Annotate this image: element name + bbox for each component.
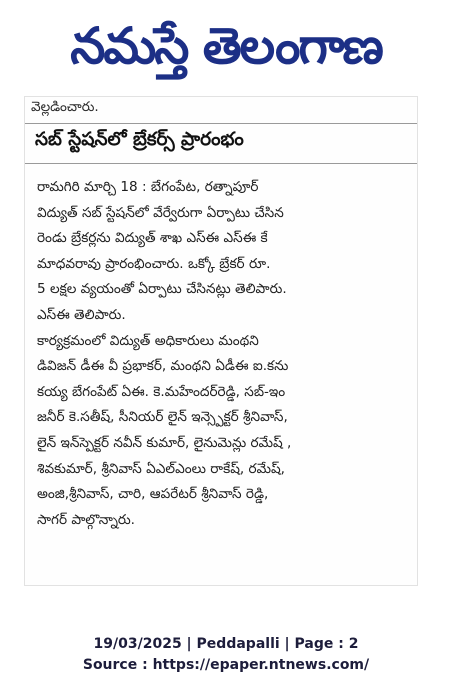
article-line: జనీర్ కె.సతీష్, సీనియర్ లైన్ ఇన్స్పెక్టర్ శ్రీనివాస్, — [37, 409, 288, 426]
newspaper-logo: నమస్తే తెలంగాణ — [70, 17, 382, 75]
article-line: అంజి,శ్రీనివాస్, చారి, ఆపరేటర్ శ్రీనివాస్ రెడ్డి, — [37, 486, 269, 503]
article-line: విద్యుత్ సబ్ స్టేషన్‌లో వేర్వేరుగా ఏర్పాటు చేసిన — [37, 204, 284, 221]
article-line: 5 లక్షల వ్యయంతో ఏర్పాటు చేసినట్లు తెలిపారు. — [37, 281, 287, 298]
divider-below-headline — [25, 163, 417, 164]
previous-article-tail: వెల్లడించారు. — [31, 99, 99, 115]
divider-top — [25, 123, 417, 124]
article-line: సాగర్ పాల్గొన్నారు. — [37, 511, 135, 528]
article-clipping — [24, 96, 418, 586]
article-line: రామగిరి మార్చి 18 : బేగంపేట, రత్నాపూర్ — [37, 179, 259, 195]
source-url-line: Source : https://epaper.ntnews.com/ — [82, 657, 370, 673]
article-line: ఎస్ఈ తెలిపారు. — [37, 306, 126, 323]
article-headline: సబ్ స్టేషన్‌లో బ్రేకర్స్ ప్రారంభం — [35, 129, 244, 150]
publication-date-line: 19/03/2025 | Peddapalli | Page : 2 — [93, 636, 359, 652]
article-line: డివిజన్ డీఈ వీ ప్రభాకర్, మంథని ఏడీఈ ఐ.కను — [37, 358, 289, 375]
article-line: కార్యక్రమంలో విద్యుత్ అధికారులు మంథని — [37, 332, 259, 349]
masthead — [0, 0, 452, 92]
article-line: రెండు బ్రేకర్లను విద్యుత్ శాఖ ఎస్ఈ ఎస్ఈ కే — [37, 230, 268, 247]
article-line: కయ్య బేగంపేట్ ఏఈ. కె.మహేందర్‌రెడ్డి, సబ్-ఇం — [37, 383, 286, 400]
article-line: మాధవరావు ప్రారంభించారు. ఒక్కో బ్రేకర్ రూ. — [37, 255, 271, 272]
article-body — [37, 175, 409, 533]
article-line: లైన్ ఇన్‌స్పెక్టర్ నవీన్ కుమార్, లైనుమెన్లు రమేష్ , — [37, 434, 292, 451]
article-line: శివకుమార్, శ్రీనివాస్ ఏఎల్ఎంలు రాకేష్, రమేష్, — [37, 460, 286, 477]
